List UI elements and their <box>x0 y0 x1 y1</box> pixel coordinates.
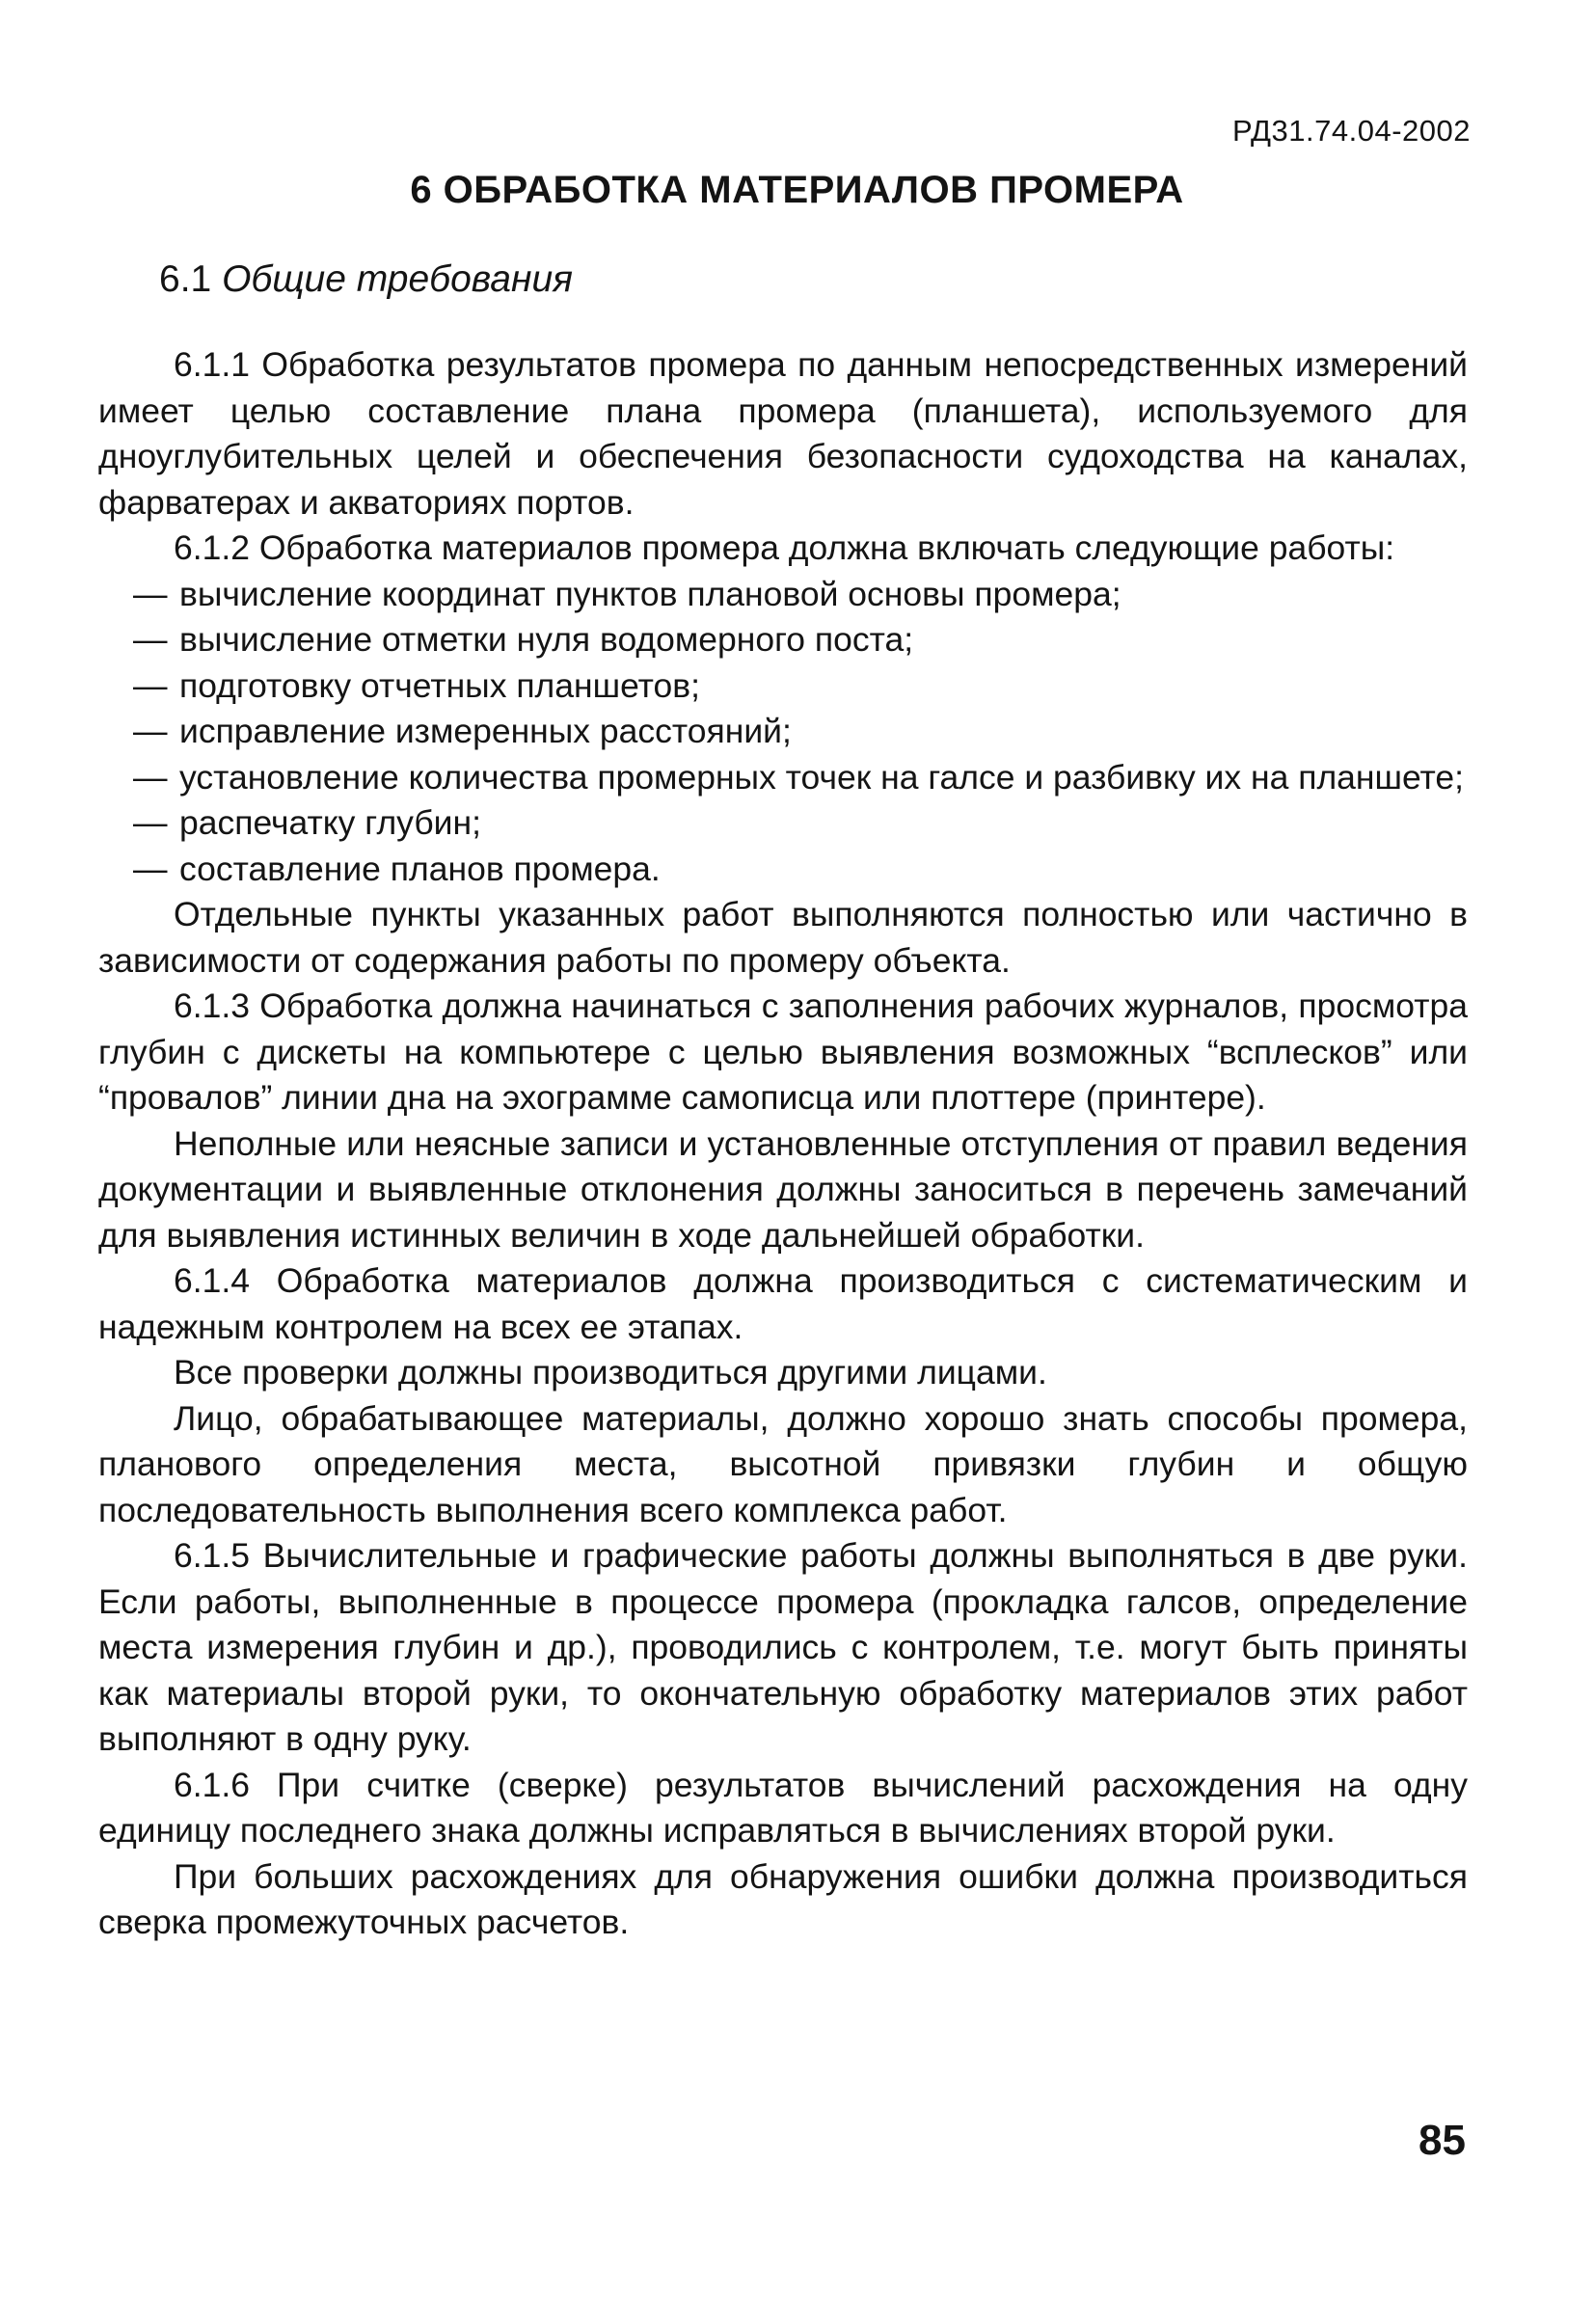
list-item-text: вычисление координат пунктов плановой основы промера; <box>179 574 1121 613</box>
list-item <box>98 617 1468 663</box>
section-number: 6.1 <box>159 258 212 300</box>
document-code: РД31.74.04-2002 <box>1231 114 1471 148</box>
paragraph-6-1-5: 6.1.5 Вычислительные и графические работы должны выполняться в две руки. Если работы, выполненные в процессе промера (прокладка галсов, определение места измерения глубин и др.), проводились с контролем, т.е. могут быть приняты как материалы второй руки, то окончательную обработку материалов этих работ выполняют в одну руку. <box>98 1536 1468 1758</box>
list-item <box>98 847 1468 893</box>
dash-marker: — <box>133 574 168 613</box>
paragraph-processor: Лицо, обрабатывающее материалы, должно хорошо знать способы промера, планового определения места, высотной привязки глубин и общую последовательность выполнения всего комплекса работ. <box>98 1398 1468 1529</box>
list-item <box>98 663 1468 710</box>
dash-marker: — <box>133 712 168 750</box>
paragraph-6-1-4: 6.1.4 Обработка материалов должна производиться с систематическим и надежным контролем на всех ее этапах. <box>98 1261 1468 1346</box>
paragraph-discrepancies: При больших расхождениях для обнаружения ошибки должна производиться сверка промежуточных расчетов. <box>98 1856 1468 1941</box>
section-heading <box>159 258 573 301</box>
work-list <box>98 572 1468 893</box>
list-item <box>98 572 1468 618</box>
section-title: Общие требования <box>222 258 573 300</box>
dash-marker: — <box>133 665 168 705</box>
list-item-text: установление количества промерных точек на галсе и разбивку их на планшете; <box>179 757 1465 797</box>
dash-marker: — <box>133 757 168 797</box>
list-item-text: исправление измеренных расстояний; <box>179 712 792 750</box>
paragraph-6-1-6: 6.1.6 При считке (сверке) результатов вычислений расхождения на одну единицу последнего знака должны исправляться в вычислениях второй руки. <box>98 1765 1468 1850</box>
list-item <box>98 755 1468 801</box>
page-number: 85 <box>1418 2117 1466 2164</box>
list-item-text: составление планов промера. <box>179 849 661 888</box>
paragraph-checks: Все проверки должны производиться другими лицами. <box>174 1353 1047 1392</box>
paragraph-6-1-2: 6.1.2 Обработка материалов промера должна включать следующие работы: <box>174 528 1395 567</box>
paragraph-note: Отдельные пункты указанных работ выполняются полностью или частично в зависимости от содержания работы по промеру объекта. <box>98 895 1468 980</box>
document-body <box>98 342 1468 1946</box>
dash-marker: — <box>133 620 168 659</box>
list-item-text: вычисление отметки нуля водомерного поста; <box>179 620 914 659</box>
dash-marker: — <box>133 849 168 888</box>
dash-marker: — <box>133 803 168 842</box>
list-item <box>98 709 1468 755</box>
list-item-text: распечатку глубин; <box>179 803 481 842</box>
paragraph-6-1-3: 6.1.3 Обработка должна начинаться с заполнения рабочих журналов, просмотра глубин с дискеты на компьютере с целью выявления возможных “всплесков” или “провалов” линии дна на эхограмме самописца или плоттере (принтере). <box>98 986 1468 1117</box>
paragraph-records: Неполные или неясные записи и установленные отступления от правил ведения документации и выявленные отклонения должны заноситься в перечень замечаний для выявления истинных величин в ходе дальнейшей обработки. <box>98 1123 1468 1255</box>
chapter-title: 6 ОБРАБОТКА МАТЕРИАЛОВ ПРОМЕРА <box>410 169 1184 211</box>
paragraph-6-1-1: 6.1.1 Обработка результатов промера по данным непосредственных измерений имеет целью составление плана промера (планшета), используемого для дноуглубительных целей и обеспечения безопасности судоходства на каналах, фарватерах и акваториях портов. <box>98 345 1468 522</box>
list-item <box>98 800 1468 847</box>
list-item-text: подготовку отчетных планшетов; <box>179 665 700 705</box>
